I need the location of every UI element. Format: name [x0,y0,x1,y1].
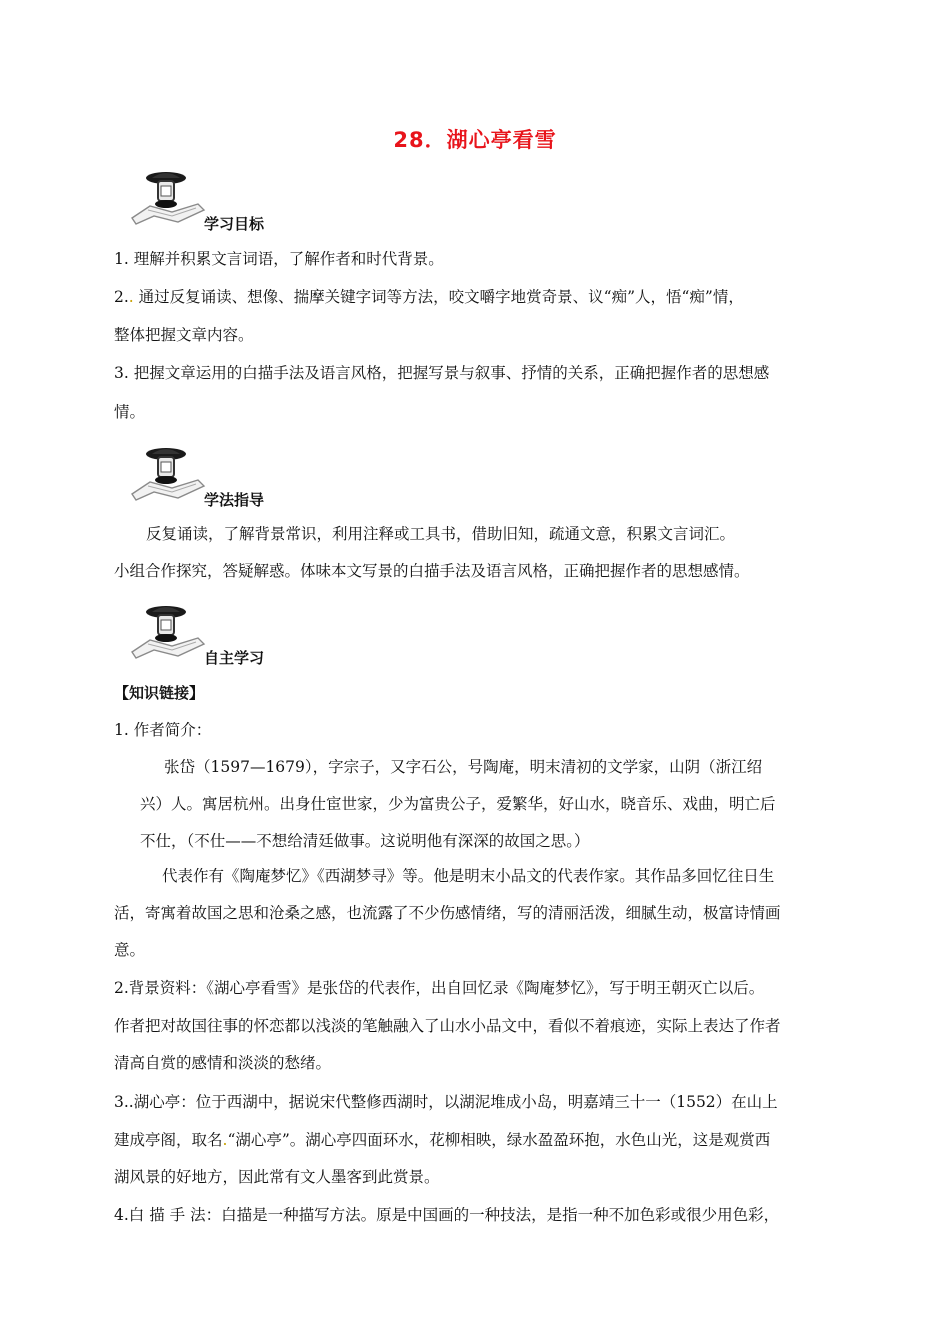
author-label: 1. 作者简介： [114,721,212,739]
pavilion-line-2-dot: . [222,1131,228,1149]
goal-line-4: 3. 把握文章运用的白描手法及语言风格，把握写景与叙事、抒情的关系，正确把握作者的思想感 [114,364,770,382]
goal-line-1: 1. 理解并积累文言词语，了解作者和时代背景。 [114,250,444,268]
goal-line-2-text: 通过反复诵读、想像、揣摩关键字词等方法，咬文嚼字地赏奇景、议“痴”人，悟“痴”情， [133,288,744,306]
lantern-book-icon [128,442,208,504]
goal-line-3: 整体把握文章内容。 [114,326,254,344]
pavilion-line-1: 3..湖心亭：位于西湖中，据说宋代整修西湖时，以湖泥堆成小岛，明嘉靖三十一（1552）在山上 [114,1093,778,1111]
goal-line-2 [114,287,744,307]
background-line-3: 清高自赏的感情和淡淡的愁绪。 [114,1054,332,1072]
page-title: 28．湖心亭看雪 [393,128,557,152]
pavilion-line-2-a: 建成亭阁，取名 [114,1131,223,1149]
author-line-3: 不仕，（不仕——不想给清廷做事。这说明他有深深的故国之思。） [140,832,590,850]
lantern-book-icon [128,166,208,228]
works-line-1: 代表作有《陶庵梦忆》《西湖梦寻》等。他是明末小品文的代表作家。其作品多回忆往日生 [162,867,775,885]
goal-line-2-dot: . [128,288,134,306]
section-heading-methods [128,442,428,512]
method-line-2: 小组合作探究，答疑解惑。体味本文写景的白描手法及语言风格，正确把握作者的思想感情。 [114,562,750,580]
section-label-self-study: 自主学习 [204,649,265,667]
knowledge-heading: 【知识链接】 [114,684,205,702]
pavilion-line-3: 湖风景的好地方，因此常有文人墨客到此赏景。 [114,1168,440,1186]
goal-line-5: 情。 [114,403,146,421]
section-label-goals: 学习目标 [204,215,265,233]
section-heading-self-study [128,600,428,670]
background-line-2: 作者把对故国往事的怀恋都以浅淡的笔触融入了山水小品文中，看似不着痕迹，实际上表达了作者 [114,1017,781,1035]
method-line-1: 反复诵读，了解背景常识，利用注释或工具书，借助旧知，疏通文意，积累文言词汇。 [146,525,736,543]
pavilion-line-2 [114,1130,770,1150]
goal-line-2-number: 2. [114,288,129,306]
works-line-3: 意。 [114,941,146,959]
author-line-1: 张岱（1597—1679），字宗子，又字石公，号陶庵，明末清初的文学家，山阴（浙江绍 [164,758,763,776]
lantern-book-icon [128,600,208,662]
sketch-line-1: 4.白 描 手 法：白描是一种描写方法。原是中国画的一种技法，是指一种不加色彩或很少用色彩， [114,1206,780,1224]
pavilion-line-2-b: “湖心亭”。湖心亭四面环水，花柳相映，绿水盈盈环抱，水色山光，这是观赏西 [227,1131,771,1149]
works-line-2: 活，寄寓着故国之思和沧桑之感，也流露了不少伤感情绪，写的清丽活泼，细腻生动，极富诗情画 [114,904,781,922]
background-line-1: 2.背景资料：《湖心亭看雪》是张岱的代表作，出自回忆录《陶庵梦忆》，写于明王朝灭亡以后。 [114,979,765,997]
section-label-methods: 学法指导 [204,491,265,509]
author-line-2: 兴）人。寓居杭州。出身仕宦世家，少为富贵公子，爱繁华，好山水，晓音乐、戏曲，明亡后 [140,795,776,813]
section-heading-goals [128,166,428,236]
